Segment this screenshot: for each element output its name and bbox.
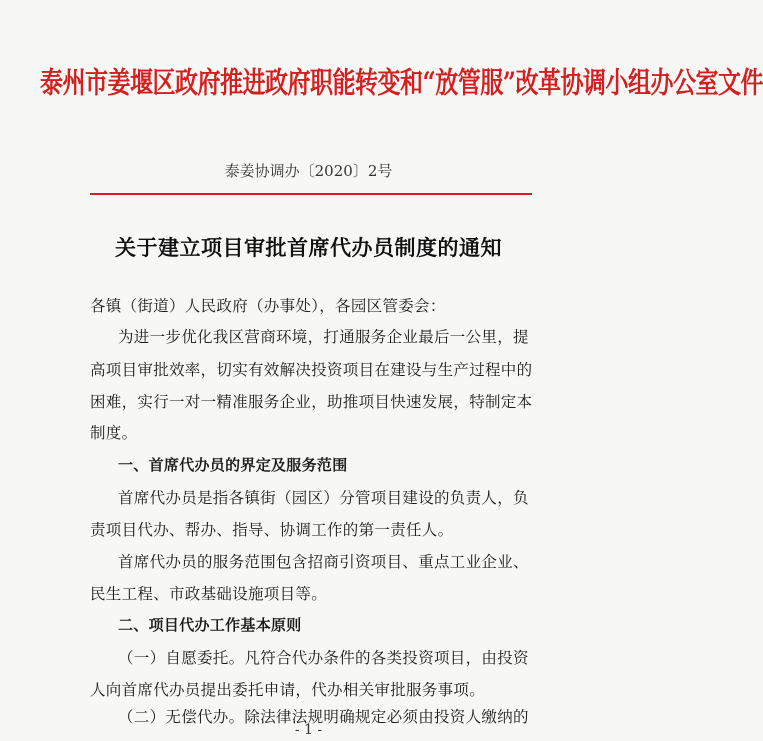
body-line: 民生工程、市政基础设施项目等。 <box>90 585 328 603</box>
issuing-authority-header: 泰州市姜堰区政府推进政府职能转变和“放管服”改革协调小组办公室文件 <box>40 66 763 100</box>
body-line: 责项目代办、帮办、指导、协调工作的第一责任人。 <box>90 521 454 539</box>
body-line: 制度。 <box>90 424 138 442</box>
body-line: 高项目审批效率，切实有效解决投资项目在建设与生产过程中的 <box>90 361 533 379</box>
body-line: 首席代办员的服务范围包含招商引资项目、重点工业企业、 <box>118 553 529 571</box>
addressee-line: 各镇（街道）人民政府（办事处），各园区管委会： <box>90 297 446 315</box>
red-divider-line <box>90 193 532 195</box>
section-heading: 二、项目代办工作基本原则 <box>118 616 302 634</box>
body-line: （二）无偿代办。除法律法规明确规定必须由投资人缴纳的 <box>118 708 529 726</box>
body-line: 困难，实行一对一精准服务企业，助推项目快速发展，特制定本 <box>90 393 533 411</box>
page-number: - 1 - <box>294 722 323 738</box>
body-line: 首席代办员是指各镇街（园区）分管项目建设的负责人，负 <box>118 489 529 507</box>
document-number: 泰姜协调办〔2020〕2号 <box>224 162 393 180</box>
body-line: 人向首席代办员提出委托申请，代办相关审批服务事项。 <box>90 681 486 699</box>
body-line: （一）自愿委托。凡符合代办条件的各类投资项目，由投资 <box>118 649 529 667</box>
section-heading: 一、首席代办员的界定及服务范围 <box>118 456 348 474</box>
body-line: 为进一步优化我区营商环境，打通服务企业最后一公里，提 <box>118 328 529 346</box>
notice-title: 关于建立项目审批首席代办员制度的通知 <box>115 235 502 260</box>
